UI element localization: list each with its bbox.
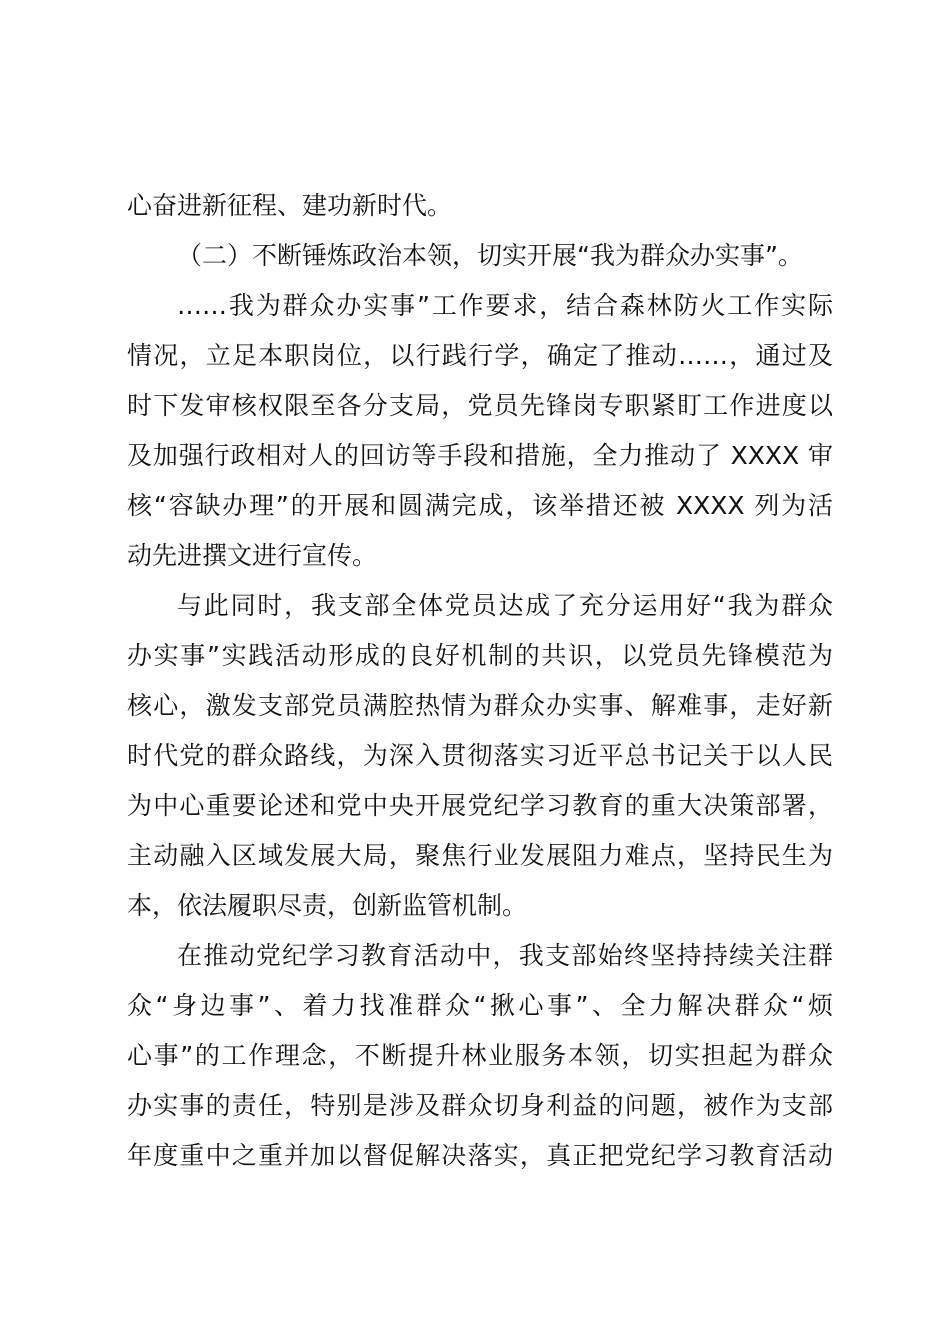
text-line: 核“容缺办理”的开展和圆满完成，该举措还被 XXXX 列为活 [127,491,833,520]
text-line: 众“身边事”、着力找准群众“揪心事”、全力解决群众“烦 [127,991,833,1020]
text-line: 与此同时，我支部全体党员达成了充分运用好“我为群众 [177,591,833,620]
text-line: 年度重中之重并加以督促解决落实，真正把党纪学习教育活动 [127,1141,833,1170]
text-line: 时下发审核权限至各分支局，党员先锋岗专职紧盯工作进度以 [127,391,833,420]
section-heading: （二）不断锤炼政治本领，切实开展“我为群众办实事”。 [177,241,803,270]
text-line: 动先进撰文进行宣传。 [127,541,378,570]
text-line: ……我为群众办实事”工作要求，结合森林防火工作实际 [177,291,833,320]
text-line: 核心，激发支部党员满腔热情为群众办实事、解难事，走好新 [127,691,833,720]
text-line: 时代党的群众路线，为深入贯彻落实习近平总书记关于以人民 [127,741,833,770]
text-line: 办实事的责任，特别是涉及群众切身利益的问题，被作为支部 [127,1091,833,1120]
text-line: 为中心重要论述和党中央开展党纪学习教育的重大决策部署， [127,791,833,820]
text-line: 本，依法履职尽责，创新监管机制。 [127,891,528,920]
text-line: 及加强行政相对人的回访等手段和措施，全力推动了 XXXX 审 [127,441,833,470]
text-line: 心事”的工作理念，不断提升林业服务本领，切实担起为群众 [127,1041,833,1070]
document-body [127,181,833,1181]
text-line: 在推动党纪学习教育活动中，我支部始终坚持持续关注群 [177,941,833,970]
text-line: 办实事”实践活动形成的良好机制的共识，以党员先锋模范为 [127,641,833,670]
text-line: 主动融入区域发展大局，聚焦行业发展阻力难点，坚持民生为 [127,841,833,870]
text-line: 情况，立足本职岗位，以行践行学，确定了推动……，通过及 [127,341,833,370]
text-line: 心奋进新征程、建功新时代。 [127,191,453,220]
